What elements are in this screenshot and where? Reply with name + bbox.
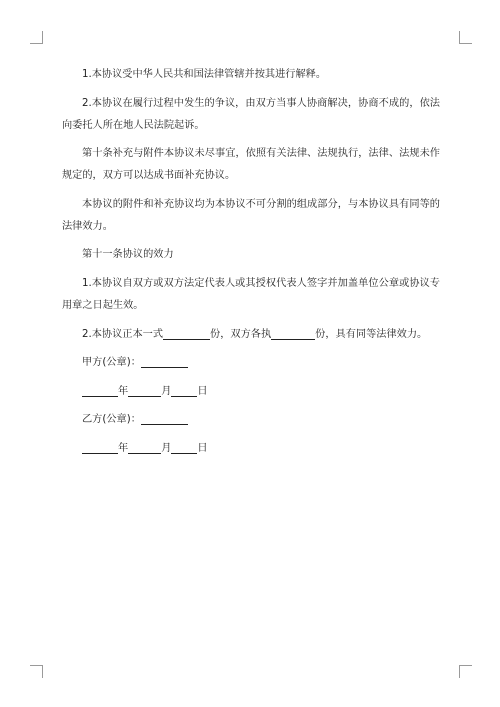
copies-prefix: 2.本协议正本一式 [82, 328, 164, 340]
document-body [62, 64, 440, 467]
crop-mark-bottom-right [459, 665, 472, 678]
party-b-day-blank [171, 439, 197, 454]
party-a-year-blank [82, 382, 118, 397]
party-b-seal-line [62, 409, 440, 431]
party-b-label: 乙方(公章)： [82, 414, 141, 426]
month-label: 月 [161, 442, 172, 454]
day-label: 日 [197, 442, 208, 454]
party-b-date-line [62, 438, 440, 460]
party-a-label: 甲方(公章)： [82, 357, 141, 369]
clause-annex-validity: 本协议的附件和补充协议均为本协议不可分割的组成部分，与本协议具有同等的法律效力。 [62, 198, 440, 232]
article-10-supplements: 第十条补充与附件本协议未尽事宜，依照有关法律、法规执行，法律、法规未作规定的，双方可以达成书面补充协议。 [62, 148, 440, 182]
crop-mark-top-right [459, 31, 472, 44]
month-label: 月 [161, 385, 172, 397]
party-a-seal-line [62, 352, 440, 374]
party-a-seal-blank [141, 353, 188, 368]
party-a-day-blank [171, 382, 197, 397]
clause-effective-date: 1.本协议自双方或双方法定代表人或其授权代表人签字并加盖单位公章或协议专用章之日起生效。 [62, 277, 440, 311]
party-a-date-line [62, 381, 440, 403]
clause-dispute-resolution: 2.本协议在履行过程中发生的争议，由双方当事人协商解决，协商不成的，依法向委托人所在地人民法院起诉。 [62, 97, 440, 131]
article-11-heading: 第十一条协议的效力 [82, 249, 174, 261]
copies-each-blank [271, 325, 315, 340]
crop-mark-bottom-left [30, 665, 43, 678]
party-b-month-blank [128, 439, 161, 454]
party-b-seal-blank [141, 410, 188, 425]
copies-suffix: 份，具有同等法律效力。 [315, 328, 428, 340]
copies-mid: 份，双方各执 [210, 328, 272, 340]
copies-total-blank [163, 325, 210, 340]
party-a-month-blank [128, 382, 161, 397]
day-label: 日 [197, 385, 208, 397]
year-label: 年 [118, 385, 129, 397]
clause-copies [62, 324, 440, 346]
party-b-year-blank [82, 439, 118, 454]
crop-mark-top-left [30, 31, 43, 44]
clause-governing-law: 1.本协议受中华人民共和国法律管辖并按其进行解释。 [82, 69, 327, 80]
year-label: 年 [118, 442, 129, 454]
